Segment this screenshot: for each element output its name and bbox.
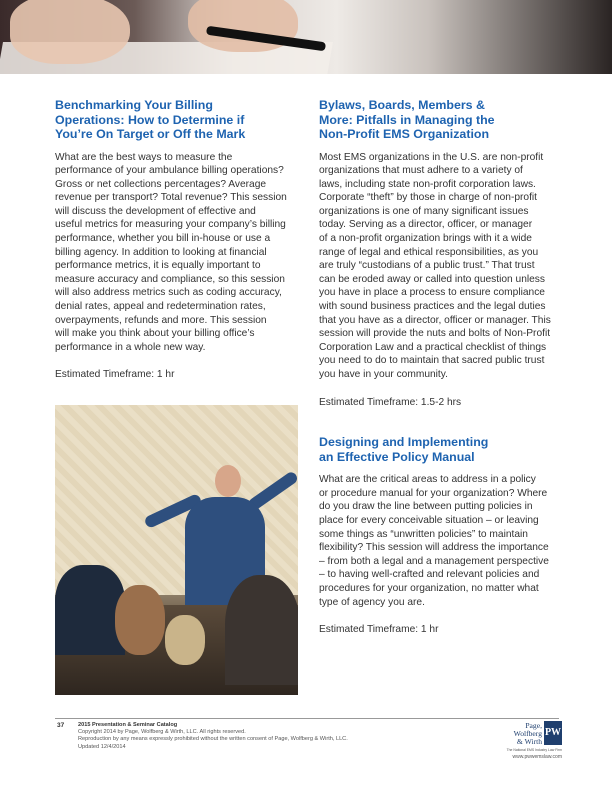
speaker-head: [215, 465, 241, 497]
attendee: [115, 585, 165, 655]
hand-shape: [10, 0, 130, 64]
section-title: Designing and Implementing an Effective Policy Manual: [319, 435, 489, 464]
logo-words: Page, Wolfberg & Wirth: [513, 721, 542, 746]
footer-divider: [55, 718, 559, 719]
section-body: Most EMS organizations in the U.S. are non-profit organizations that must adhere to a variety of laws, including state non-profit corporation laws. Corporate “theft” by those in charge of non-profit organizations is one of many significant issues today. Serving as a director, officer, or manager of a non-profit organization brings with it a wide range of legal and ethical responsibilities, as you are truly “custodians of a public trust.” That trust can be eroded away or called into question unless you have in place a process to ensure compliance with sound business practices and the legal duties that you have as a director, officer or manager. This session will provide the nuts and bolts of Non-Profit Corporation Law and a practical checklist of things you need to do to maintain that sacred public trust you have in your community.: [319, 151, 551, 380]
page-number: 37: [57, 722, 65, 729]
section-body: What are the best ways to measure the performance of your ambulance billing operations? Gross or net collections percentages? Average revenue per transport? Total revenue? This session will discuss the development of effective and useful metrics for measuring your company’s billing performance, whether you bill in-house or use a billing agency. In addition to looking at financial performance metrics, it is equally important to measure accuracy and compliance, so this session will also address metrics such as coding accuracy, denial rates, appeal and redetermination rates, overpayments, refunds and more. This session will make you think about your billing office’s performance in a whole new way.: [55, 151, 287, 353]
footer-text: [78, 722, 348, 751]
section-body: What are the critical areas to address in a policy or procedure manual for your organization? Where do you draw the line between putting policies in place for every conceivable situation – or leaving some things as “unwritten policies” to maintain flexibility? This session will address the importance – from both a legal and a management perspective – to having well-crafted and relevant policies and procedures for your organization, no matter what type of agency you are.: [319, 474, 549, 608]
header-photo: [0, 0, 612, 74]
catalog-title: 2015 Presentation & Seminar Catalog: [78, 722, 178, 728]
firm-logo: [500, 720, 560, 760]
attendee: [165, 615, 205, 665]
updated-date: Updated 12/4/2014: [78, 743, 126, 750]
estimated-timeframe: Estimated Timeframe: 1 hr: [55, 369, 175, 381]
attendee: [225, 575, 298, 685]
policy-manual-section: [319, 435, 567, 637]
logo-tagline: The National EMS Industry Law Firm: [506, 748, 562, 752]
website-url: www.pwwemslaw.com: [512, 754, 562, 760]
right-column: [319, 98, 567, 637]
logo-mark: PW: [544, 721, 562, 745]
left-column: [55, 98, 303, 382]
section-title: Benchmarking Your Billing Operations: How to Determine if You’re On Target or Off the Mark: [55, 98, 246, 141]
seminar-photo: [55, 405, 298, 695]
copyright-line: Copyright 2014 by Page, Wolfberg & Wirth, LLC. All rights reserved.: [78, 729, 246, 736]
reproduction-notice: Reproduction by any means expressly prohibited without the written consent of Page, Wolfberg & Wirth, LLC.: [78, 736, 348, 743]
estimated-timeframe: Estimated Timeframe: 1.5-2 hrs: [319, 396, 462, 408]
estimated-timeframe: Estimated Timeframe: 1 hr: [319, 624, 439, 636]
section-title: Bylaws, Boards, Members & More: Pitfalls in Managing the Non-Profit EMS Organization: [319, 98, 495, 141]
